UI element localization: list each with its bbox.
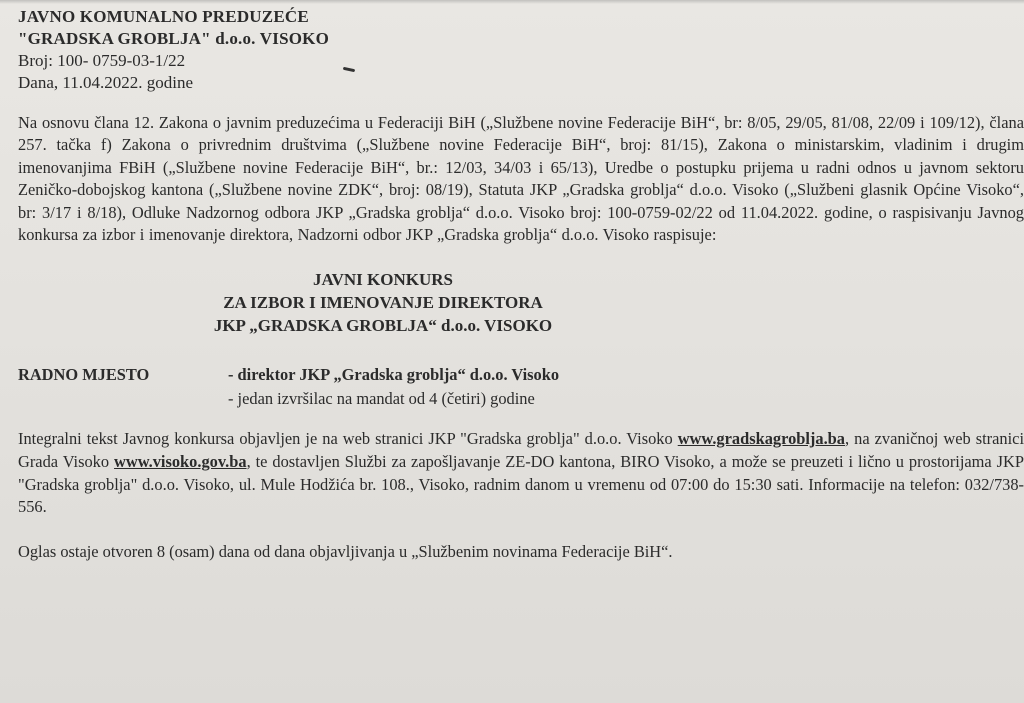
title-line-2: ZA IZBOR I IMENOVANJE DIREKTORA xyxy=(223,293,543,313)
announcement-title xyxy=(18,268,748,337)
position-title: - direktor JKP „Gradska groblja“ d.o.o. Visoko xyxy=(228,365,560,385)
paper-edge-shadow xyxy=(0,0,1024,4)
document-header xyxy=(18,6,1018,94)
city-website-link[interactable]: www.visoko.gov.ba xyxy=(114,452,247,472)
document-date: Dana, 11.04.2022. godine xyxy=(18,73,194,92)
title-line-3: JKP „GRADSKA GROBLJA“ d.o.o. VISOKO xyxy=(213,316,553,336)
company-website-link[interactable]: www.gradskagroblja.ba xyxy=(677,429,845,449)
position-label: RADNO MJESTO xyxy=(18,365,150,385)
position-section xyxy=(18,363,1018,413)
publication-text-3: , te dostavljen Službi za zapošljavanje ZE-DO kantona, BIRO Visoko, a može se preuzeti i lično u prostorijama JKP "Gradska groblja" d.o.o. Visoko, ul. Mule Hodžića br. 108., Visoko, radnim danom u vremenu od 07:00 do 15:30 sati. Informacije na telefon: 032/738-556. xyxy=(18,452,1024,517)
legal-basis-paragraph: Na osnovu člana 12. Zakona o javnim preduzećima u Federaciji BiH („Službene novine Federacije BiH“, br: 8/05, 29/05, 81/08, 22/09 i 109/12), člana 257. tačka f) Zakona o privrednim društvima („Službene novine Federacije BiH“, broj: 81/15), Zakona o ministarskim, vladinim i drugim imenovanjima FBiH („Službene novine Federacije BiH“, br.: 12/03, 34/03 i 65/13), Uredbe o postupku prijema u radni odnos u javnom sektoru Zeničko-dobojskog kantona („Službene novine ZDK“, broj: 08/19), Statuta JKP „Gradska groblja“ d.o.o. Visoko („Službeni glasnik Općine Visoko“, br: 3/17 i 8/18), Odluke Nadzornog odbora JKP „Gradska groblja“ d.o.o. Visoko broj: 100-0759-02/22 od 11.04.2022. godine, o raspisivanju Javnog konkursa za izbor i imenovanje direktora, Nadzorni odbor JKP „Gradska groblja“ d.o.o. Visoko raspisuje: xyxy=(18,113,1024,245)
title-line-1: JAVNI KONKURS xyxy=(313,270,453,290)
organization-name: JAVNO KOMUNALNO PREDUZEĆE xyxy=(18,7,309,26)
position-mandate: - jedan izvršilac na mandat od 4 (četiri) godine xyxy=(228,389,535,409)
publication-text-2: , na zvaničnoj web stranici Grada Visoko xyxy=(18,429,1024,472)
publication-text-1: Integralni tekst Javnog konkursa objavljen je na web stranici JKP "Gradska groblja" d.o.o. Visoko xyxy=(18,429,678,449)
publication-info-paragraph xyxy=(18,428,1024,518)
document-number: Broj: 100- 0759-03-1/22 xyxy=(18,51,186,70)
closing-note: Oglas ostaje otvoren 8 (osam) dana od dana objavljivanja u „Službenim novinama Federacije BiH“. xyxy=(18,541,673,561)
company-name: "GRADSKA GROBLJA" d.o.o. VISOKO xyxy=(18,29,329,48)
